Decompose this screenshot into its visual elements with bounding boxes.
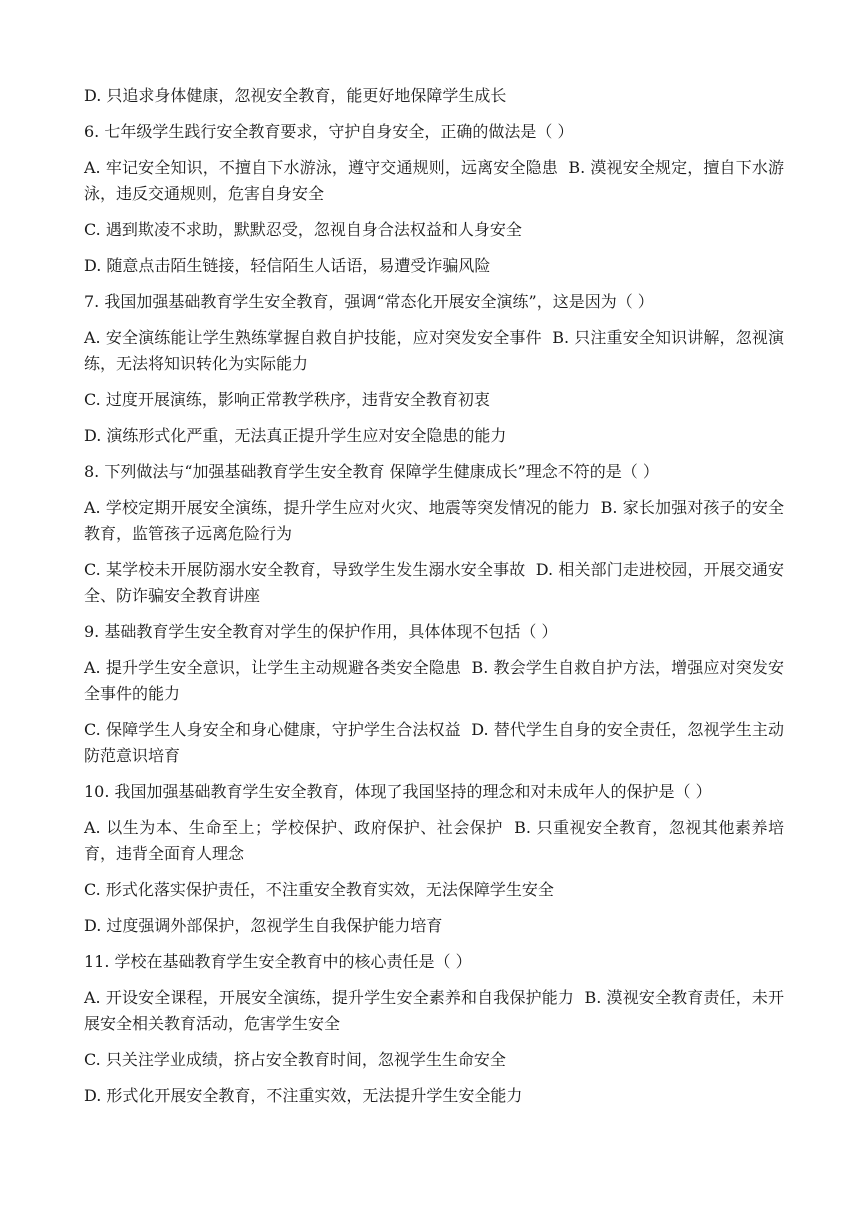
q11-option-c: C. 只关注学业成绩，挤占安全教育时间，忽视学生生命安全 [84, 1050, 506, 1069]
q9-stem: 9. 基础教育学生安全教育对学生的保护作用，具体体现不包括（ ） [84, 622, 558, 641]
q10-option-d: D. 过度强调外部保护，忽视学生自我保护能力培育 [84, 916, 443, 935]
q7-options-ab: A. 安全演练能让学生熟练掌握自救自护技能，应对突发安全事件 B. 只注重安全知识讲解，忽视演练，无法将知识转化为实际能力 [84, 328, 784, 373]
q6-options-ab: A. 牢记安全知识，不擅自下水游泳，遵守交通规则，远离安全隐患 B. 漠视安全规定，擅自下水游泳，违反交通规则，危害自身安全 [84, 158, 784, 203]
q10-option-c: C. 形式化落实保护责任，不注重安全教育实效，无法保障学生安全 [84, 880, 554, 899]
q9-options-ab: A. 提升学生安全意识，让学生主动规避各类安全隐患 B. 教会学生自救自护方法，增强应对突发安全事件的能力 [84, 658, 784, 703]
q11-options-ab: A. 开设安全课程，开展安全演练，提升学生安全素养和自我保护能力 B. 漠视安全教育责任，未开展安全相关教育活动，危害学生安全 [84, 988, 784, 1033]
q8-stem: 8. 下列做法与“加强基础教育学生安全教育 保障学生健康成长”理念不符的是（ ） [84, 462, 659, 481]
q10-options-ab: A. 以生为本、生命至上；学校保护、政府保护、社会保护 B. 只重视安全教育，忽视其他素养培育，违背全面育人理念 [84, 818, 784, 863]
q11-option-d: D. 形式化开展安全教育，不注重实效，无法提升学生安全能力 [84, 1086, 523, 1105]
q9-options-cd: C. 保障学生人身安全和身心健康，守护学生合法权益 D. 替代学生自身的安全责任，忽视学生主动防范意识培育 [84, 720, 784, 765]
q8-options-cd: C. 某学校未开展防溺水安全教育，导致学生发生溺水安全事故 D. 相关部门走进校园，开展交通安全、防诈骗安全教育讲座 [84, 560, 784, 605]
q6-option-c: C. 遇到欺凌不求助，默默忍受，忽视自身合法权益和人身安全 [84, 220, 522, 239]
q7-option-d: D. 演练形式化严重，无法真正提升学生应对安全隐患的能力 [84, 426, 507, 445]
q7-stem: 7. 我国加强基础教育学生安全教育，强调“常态化开展安全演练”，这是因为（ ） [84, 292, 654, 311]
q6-option-d: D. 随意点击陌生链接，轻信陌生人话语，易遭受诈骗风险 [84, 256, 491, 275]
q8-options-ab: A. 学校定期开展安全演练，提升学生应对火灾、地震等突发情况的能力 B. 家长加强对孩子的安全教育，监管孩子远离危险行为 [84, 498, 784, 543]
q7-option-c: C. 过度开展演练，影响正常教学秩序，违背安全教育初衷 [84, 390, 490, 409]
q5-option-d: D. 只追求身体健康，忽视安全教育，能更好地保障学生成长 [84, 86, 507, 105]
q10-stem: 10. 我国加强基础教育学生安全教育，体现了我国坚持的理念和对未成年人的保护是（ ） [84, 782, 712, 801]
q11-stem: 11. 学校在基础教育学生安全教育中的核心责任是（ ） [84, 952, 472, 971]
q6-stem: 6. 七年级学生践行安全教育要求，守护自身安全，正确的做法是（ ） [84, 122, 574, 141]
